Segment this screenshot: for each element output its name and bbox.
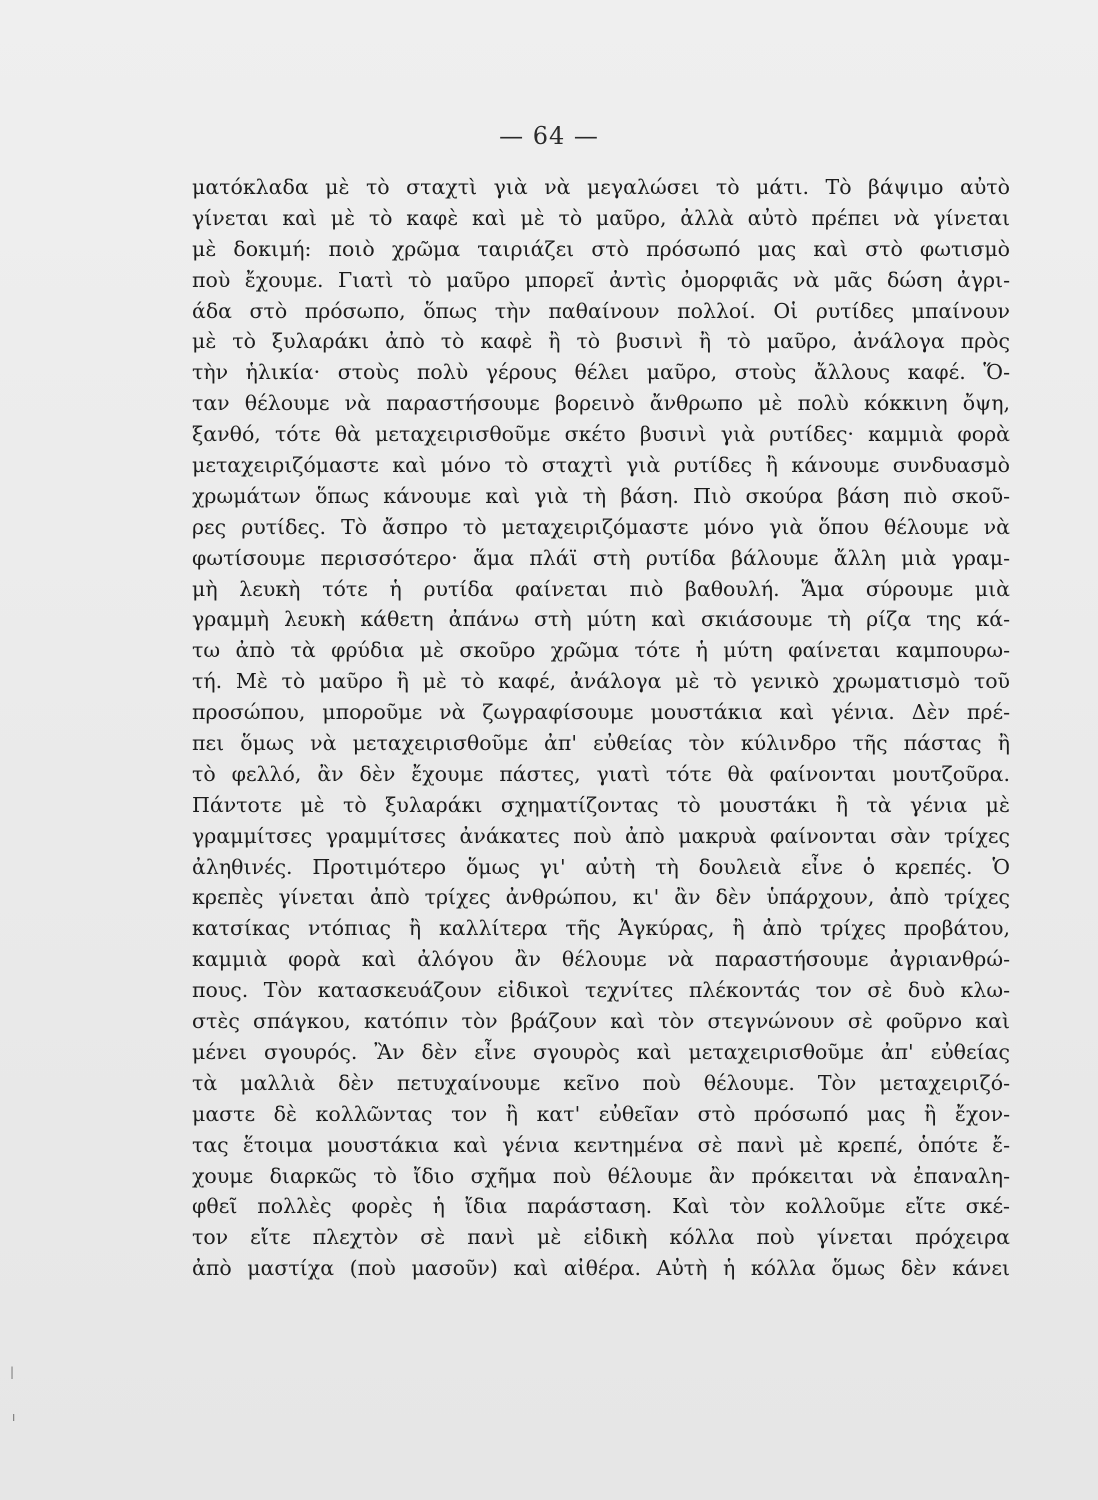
text-line: κρεπὲς γίνεται ἀπὸ τρίχες ἀνθρώπου, κι' ἂν δὲν ὑπάρχουν, ἀπὸ τρίχες xyxy=(192,885,1010,910)
text-line: γραμμίτσες γραμμίτσες ἀνάκατες ποὺ ἀπὸ μακρυὰ φαίνονται σὰν τρίχες xyxy=(192,823,1010,848)
text-line: μαστε δὲ κολλῶντας τον ἢ κατ' εὐθεῖαν στὸ πρόσωπό μας ἢ ἔχον- xyxy=(192,1101,1010,1126)
text-line: τον εἴτε πλεχτὸν σὲ πανὶ μὲ εἰδικὴ κόλλα ποὺ γίνεται πρόχειρα xyxy=(192,1225,1010,1250)
text-line: γραμμὴ λευκὴ κάθετη ἀπάνω στὴ μύτη καὶ σκιάσουμε τὴ ρίζα της κά- xyxy=(192,607,1010,632)
text-line: μεταχειριζόμαστε καὶ μόνο τὸ σταχτὶ γιὰ ρυτίδες ἢ κάνουμε συνδυασμὸ xyxy=(192,453,1010,478)
text-line: μένει σγουρός. Ἂν δὲν εἶνε σγουρὸς καὶ μεταχειρισθοῦμε ἀπ' εὐθείας xyxy=(192,1039,1010,1064)
text-line: τας ἕτοιμα μουστάκια καὶ γένια κεντημένα σὲ πανὶ μὲ κρεπέ, ὁπότε ἔ- xyxy=(192,1132,1010,1157)
text-line: στὲς σπάγκου, κατόπιν τὸν βράζουν καὶ τὸν στεγνώνουν σὲ φοῦρνο καὶ xyxy=(192,1009,1010,1034)
text-line: ἀληθινές. Προτιμότερο ὅμως γι' αὐτὴ τὴ δουλειὰ εἶνε ὁ κρεπές. Ὁ xyxy=(192,854,1010,879)
text-line: τή. Μὲ τὸ μαῦρο ἢ μὲ τὸ καφέ, ἀνάλογα μὲ τὸ γενικὸ χρωματισμὸ τοῦ xyxy=(192,669,1010,694)
text-line: φωτίσουμε περισσότερο· ἅμα πλάϊ στὴ ρυτίδα βάλουμε ἄλλη μιὰ γραμ- xyxy=(192,545,1010,570)
text-line: πει ὅμως νὰ μεταχειρισθοῦμε ἀπ' εὐθείας τὸν κύλινδρο τῆς πάστας ἢ xyxy=(192,731,1010,756)
text-line: άδα στὸ πρόσωπο, ὅπως τὴν παθαίνουν πολλοί. Οἱ ρυτίδες μπαίνουν xyxy=(192,298,1010,323)
text-line: καμμιὰ φορὰ καὶ ἀλόγου ἂν θέλουμε νὰ παραστήσουμε ἀγριανθρώ- xyxy=(192,947,1010,972)
text-line: τὴν ἡλικία· στοὺς πολὺ γέρους θέλει μαῦρο, στοὺς ἄλλους καφέ. Ὅ- xyxy=(192,360,1010,385)
text-line: ρες ρυτίδες. Τὸ ἄσπρο τὸ μεταχειριζόμαστε μόνο γιὰ ὅπου θέλουμε νὰ xyxy=(192,514,1010,539)
margin-speck: ı xyxy=(12,1410,16,1424)
text-line: χρωμάτων ὅπως κάνουμε καὶ γιὰ τὴ βάση. Πιὸ σκούρα βάση πιὸ σκοῦ- xyxy=(192,483,1010,508)
text-line: μὲ τὸ ξυλαράκι ἀπὸ τὸ καφὲ ἢ τὸ βυσινὶ ἢ τὸ μαῦρο, ἀνάλογα πρὸς xyxy=(192,329,1010,354)
text-line: τω ἀπὸ τὰ φρύδια μὲ σκοῦρο χρῶμα τότε ἡ μύτη φαίνεται καμπουρω- xyxy=(192,638,1010,663)
text-line: ποὺ ἔχουμε. Γιατὶ τὸ μαῦρο μπορεῖ ἀντὶς ὀμορφιᾶς νὰ μᾶς δώση ἀγρι- xyxy=(192,267,1010,292)
margin-speck: | xyxy=(10,1365,15,1379)
text-line: προσώπου, μποροῦμε νὰ ζωγραφίσουμε μουστάκια καὶ γένια. Δὲν πρέ- xyxy=(192,700,1010,725)
page-number: — 64 — xyxy=(499,122,599,150)
body-text xyxy=(192,172,1010,1284)
text-line: πους. Τὸν κατασκευάζουν εἰδικοὶ τεχνίτες πλέκοντάς τον σὲ δυὸ κλω- xyxy=(192,978,1010,1003)
text-line: γίνεται καὶ μὲ τὸ καφὲ καὶ μὲ τὸ μαῦρο, ἀλλὰ αὐτὸ πρέπει νὰ γίνεται xyxy=(192,205,1010,230)
text-line: κατσίκας ντόπιας ἢ καλλίτερα τῆς Ἀγκύρας, ἢ ἀπὸ τρίχες προβάτου, xyxy=(192,916,1010,941)
text-line: ξανθό, τότε θὰ μεταχειρισθοῦμε σκέτο βυσινὶ γιὰ ρυτίδες· καμμιὰ φορὰ xyxy=(192,422,1010,447)
text-line: φθεῖ πολλὲς φορὲς ἡ ἴδια παράσταση. Καὶ τὸν κολλοῦμε εἴτε σκέ- xyxy=(192,1194,1010,1219)
text-line: ταν θέλουμε νὰ παραστήσουμε βορεινὸ ἄνθρωπο μὲ πολὺ κόκκινη ὄψη, xyxy=(192,391,1010,416)
text-line: τὰ μαλλιὰ δὲν πετυχαίνουμε κεῖνο ποὺ θέλουμε. Τὸν μεταχειριζό- xyxy=(192,1070,1010,1095)
text-line: ἀπὸ μαστίχα (ποὺ μασοῦν) καὶ αἰθέρα. Αὐτὴ ἡ κόλλα ὅμως δὲν κάνει xyxy=(192,1256,1010,1281)
text-line: Πάντοτε μὲ τὸ ξυλαράκι σχηματίζοντας τὸ μουστάκι ἢ τὰ γένια μὲ xyxy=(192,792,1010,817)
text-line: χουμε διαρκῶς τὸ ἴδιο σχῆμα ποὺ θέλουμε ἂν πρόκειται νὰ ἐπαναλη- xyxy=(192,1163,1010,1188)
text-line: μὴ λευκὴ τότε ἡ ρυτίδα φαίνεται πιὸ βαθουλή. Ἅμα σύρουμε μιὰ xyxy=(192,576,1010,601)
text-line: μὲ δοκιμή: ποιὸ χρῶμα ταιριάζει στὸ πρόσωπό μας καὶ στὸ φωτισμὸ xyxy=(192,236,1010,261)
text-line: τὸ φελλό, ἂν δὲν ἔχουμε πάστες, γιατὶ τότε θὰ φαίνονται μουτζοῦρα. xyxy=(192,761,1010,786)
text-line: ματόκλαδα μὲ τὸ σταχτὶ γιὰ νὰ μεγαλώσει τὸ μάτι. Τὸ βάψιμο αὐτὸ xyxy=(192,175,1010,199)
